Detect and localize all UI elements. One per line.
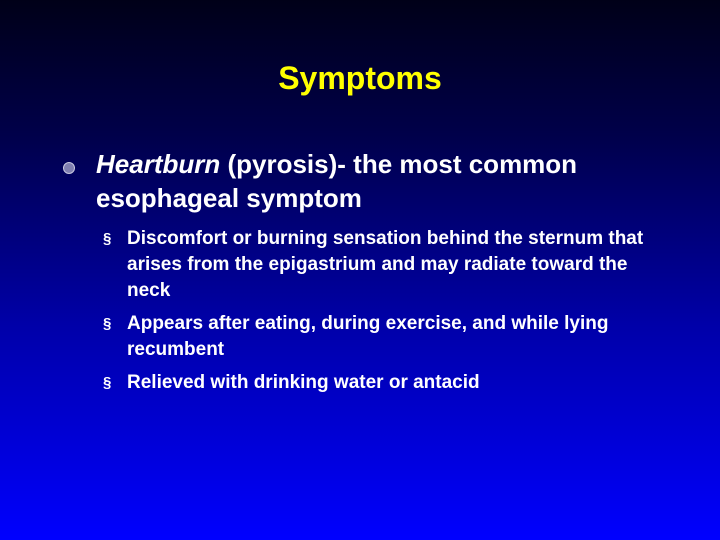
bullet-dot-icon [63,162,75,174]
section-marker-icon: § [103,374,112,391]
section-marker-icon: § [103,315,112,332]
sub-bullet-text: Relieved with drinking water or antacid [127,372,480,393]
sub-bullet-text: Appears after eating, during exercise, and while lying recumbent [127,313,609,360]
main-bullet [63,147,683,215]
main-bullet-emphasis: Heartburn [96,149,221,179]
main-bullet-text [96,147,616,215]
sub-bullet-text: Discomfort or burning sensation behind the sternum that arises from the epigastrium and may radiate toward the neck [127,228,644,301]
sub-bullet-list [103,226,673,403]
sub-bullet-item [103,311,673,363]
sub-bullet-item [103,226,673,304]
section-marker-icon: § [103,230,112,247]
sub-bullet-item [103,370,673,396]
main-bullet-rest: (pyrosis)- the most common esophageal symptom [96,149,578,213]
slide-title: Symptoms [278,60,442,96]
